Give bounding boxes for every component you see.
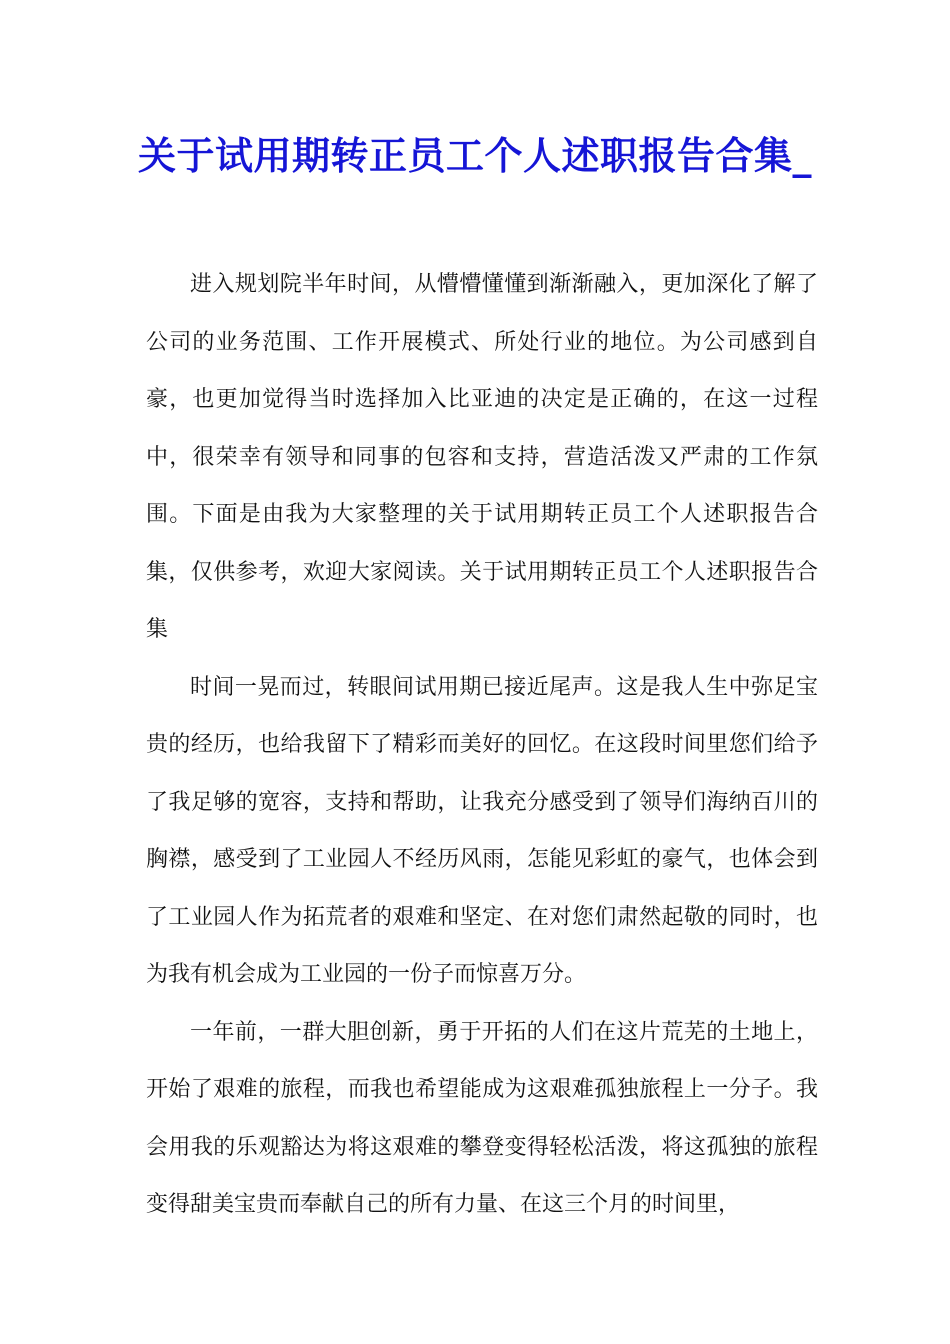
document-body <box>146 256 818 1234</box>
paragraph-2: 时间一晃而过，转眼间试用期已接近尾声。这是我人生中弥足宝贵的经历，也给我留下了精彩而美好的回忆。在这段时间里您们给予了我足够的宽容，支持和帮助，让我充分感受到了领导们海纳百川的胸襟，感受到了工业园人不经历风雨，怎能见彩虹的豪气，也体会到了工业园人作为拓荒者的艰难和坚定、在对您们肃然起敬的同时，也为我有机会成为工业园的一份子而惊喜万分。 <box>146 674 818 987</box>
paragraph-3: 一年前，一群大胆创新，勇于开拓的人们在这片荒芜的土地上，开始了艰难的旅程，而我也希望能成为这艰难孤独旅程上一分子。我会用我的乐观豁达为将这艰难的攀登变得轻松活泼，将这孤独的旅程变得甜美宝贵而奉献自己的所有力量、在这三个月的时间里， <box>146 1019 818 1217</box>
document-title: 关于试用期转正员工个人述职报告合集_ <box>137 133 812 178</box>
paragraph-1: 进入规划院半年时间，从懵懵懂懂到渐渐融入，更加深化了解了公司的业务范围、工作开展模式、所处行业的地位。为公司感到自豪，也更加觉得当时选择加入比亚迪的决定是正确的，在这一过程中，很荣幸有领导和同事的包容和支持，营造活泼又严肃的工作氛围。下面是由我为大家整理的关于试用期转正员工个人述职报告合集，仅供参考，欢迎大家阅读。关于试用期转正员工个人述职报告合集 <box>146 272 818 642</box>
